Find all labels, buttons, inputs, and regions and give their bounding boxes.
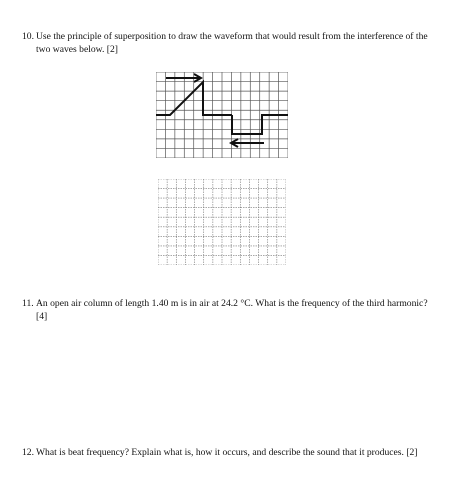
answer-grid[interactable] <box>158 179 286 265</box>
question-text: Use the principle of superposition to draw the waveform that would result from the interference of the <box>36 31 428 42</box>
question-text-continued: two waves below. [2] <box>36 44 118 55</box>
question-text: An open air column of length 1.40 m is in air at 24.2 °C. What is the frequency of the third harmonic? <box>36 298 428 309</box>
question-12 <box>22 446 442 459</box>
right-arrow-icon <box>166 74 201 82</box>
question-text: What is beat frequency? Explain what is, how it occurs, and describe the sound that it produces. [2] <box>36 447 418 458</box>
left-arrow-icon <box>231 139 264 147</box>
question-text-continued: [4] <box>36 311 48 322</box>
question-11 <box>22 297 442 323</box>
question-number: 11. <box>22 298 34 309</box>
question-10 <box>22 30 442 56</box>
wave-diagram <box>156 72 288 158</box>
question-number: 12. <box>22 447 34 458</box>
question-number: 10. <box>22 31 34 42</box>
